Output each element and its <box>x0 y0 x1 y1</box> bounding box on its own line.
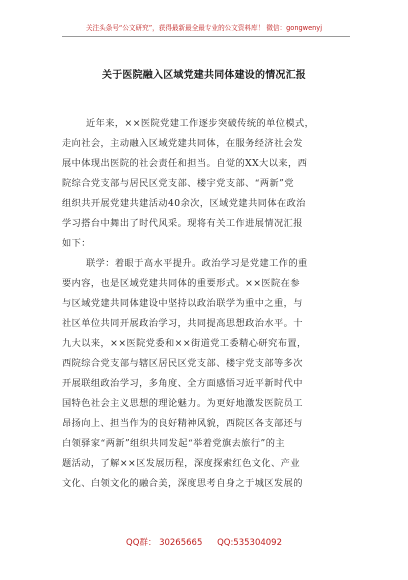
body-line: 展中体现出医院的社会责任和担当。自觉的XX大以来，西 <box>62 158 308 169</box>
footer-qq-number: QQ:535304092 <box>217 538 282 548</box>
body-line: 近年来，××医院党建工作逐步突破传统的单位模式， <box>86 118 315 129</box>
footer-contact <box>0 536 408 548</box>
body-line: 题活动，了解××区发展历程，深度探索红色文化、产业 <box>62 458 300 469</box>
body-line: 九大以来，××医院党委和××街道党工委精心研究布置， <box>62 338 307 349</box>
body-line: 开展联组政治学习，多角度、全方面感悟习近平新时代中 <box>62 378 303 389</box>
body-line: 如下： <box>62 238 91 249</box>
body-line: 社区单位共同开展政治学习，共同提高思想政治水平。十 <box>62 318 303 329</box>
body-line: 学习搭台中舞出了时代风采。现将有关工作进展情况汇报 <box>62 218 303 229</box>
body-line: 昂扬向上、担当作为的良好精神风貌，西院区各支部还与 <box>62 418 303 429</box>
body-line: 白领驿家“两新”组织共同发起“举着党旗去旅行”的主 <box>62 438 285 449</box>
body-line: 走向社会，主动融入区域党建共同体，在服务经济社会发 <box>62 138 303 149</box>
body-line: 文化、白领文化的融合美，深度思考自身之于城区发展的 <box>62 478 303 489</box>
body-line: 西院综合党支部与辖区居民区党支部、楼宇党支部等多次 <box>62 358 303 369</box>
body-line: 国特色社会主义思想的理论魅力。为更好地激发医院员工 <box>62 398 303 409</box>
body-line: 与区域党建共同体建设中坚持以政治联学为重中之重，与 <box>62 298 303 309</box>
footer-qq-group: QQ群： 30265665 <box>126 538 203 548</box>
header-banner: 关注头条号“公文研究”，获得最新最全最专业的公文资料库！ 微信：gongwenyj <box>85 24 323 32</box>
body-line: 要内容，也是区域党建共同体的重要形式。××医院在参 <box>62 278 300 289</box>
body-line: 组织共开展党建共建活动40余次，区域党建共同体在政治 <box>62 198 306 209</box>
document-title: 关于医院融入区域党建共同体建设的情况汇报 <box>102 70 306 81</box>
body-line: 院综合党支部与居民区党支部、楼宇党支部、“两新”党 <box>62 178 294 189</box>
header-divider <box>62 36 350 37</box>
body-line: 联学：着眼于高水平提升。政治学习是党建工作的重 <box>86 258 308 269</box>
